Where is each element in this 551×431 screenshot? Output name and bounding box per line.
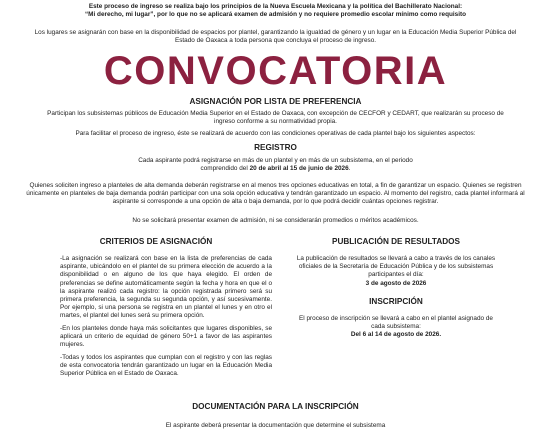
registro-text-2-suffix: . <box>348 165 351 173</box>
criterios-p3: -Todas y todos los aspirantes que cumplan con el registro y con las reglas de esta convocatoria tendrán garantizado un lugar en la Educación Media Superior Pública en el Estado de Oaxaca. <box>60 354 272 378</box>
registro-text-2 <box>60 165 491 173</box>
criterios-p1: -La asignación se realizará con base en la lista de preferencias de cada aspirante, ubicándolo en el plantel de su primera elección de acuerdo a la disponibilidad o en alguno de los que haya elegido. El orden de preferencias se define automáticamente según la fecha y hora en que el o la aspirante realizó cada registro: la opción registrada primero será su primera preferencia, la segunda su segunda opción, y así sucesivamente. Por ejemplo, si una persona se registra en un plantel el lunes y en otro el martes, el plantel del lunes será su primera opción. <box>60 255 272 320</box>
high-demand-text: Quienes soliciten ingreso a planteles de alta demanda deberán registrarse en al menos tres opciones educativas en total, a fin de garantizar un espacio. Quienes se registren únicamente en planteles de baja demanda podrán participar con una sola opción educativa y tendrán garantizado un espacio. Al momento del registro, cada plantel informará al aspirante si corresponde a una opción de alta o baja demanda, por lo que podrá decidir cuántas opciones registrar. <box>26 182 525 206</box>
inscripcion-heading: INSCRIPCIÓN <box>369 297 423 306</box>
publicacion-date: 3 de agosto de 2026 <box>365 280 427 287</box>
publicacion-text: La publicación de resultados se llevará a cabo a través de los canales oficiales de la Secretaría de Educación Pública y de los subsistemas participantes el día: <box>296 255 496 279</box>
documentacion-text: El aspirante deberá presentar la documentación que determine el subsistema <box>165 422 386 429</box>
intro-line-1: Este proceso de ingreso se realiza bajo los principios de la Nueva Escuela Mexicana y la política del Bachillerato Nacional: <box>88 3 463 10</box>
facilitate-text: Para facilitar el proceso de ingreso, éste se realizará de acuerdo con las condiciones operativas de cada plantel bajo los siguientes aspectos: <box>75 130 476 137</box>
inscripcion-date: Del 6 al 14 de agosto de 2026. <box>350 331 442 338</box>
intro-statement <box>22 3 529 19</box>
registro-heading: REGISTRO <box>254 143 297 152</box>
inscripcion-text: El proceso de inscripción se llevará a cabo en el plantel asignado de cada subsistema: <box>299 315 493 331</box>
documentacion-heading: DOCUMENTACIÓN PARA LA INSCRIPCIÓN <box>192 402 359 411</box>
criterios-p2: -En los planteles donde haya más solicitantes que lugares disponibles, se aplicará un criterio de equidad de género 50+1 a favor de las aspirantes mujeres. <box>60 325 272 349</box>
registro-text-2-prefix: comprendido del <box>200 165 250 173</box>
places-note: Los lugares se asignarán con base en la disponibilidad de espacios por plantel, garantizando la igualdad de género y un lugar en la Educación Media Superior Pública del Estado de Oaxaca a toda persona que concluya el proceso de ingreso. <box>34 29 517 45</box>
subtitle: ASIGNACIÓN POR LISTA DE PREFERENCIA <box>189 97 362 106</box>
registro-text-1: Cada aspirante podrá registrarse en más de un plantel y en más de un subsistema, en el periodo <box>138 157 413 164</box>
criterios-heading: CRITERIOS DE ASIGNACIÓN <box>99 237 213 246</box>
page-title: CONVOCATORIA <box>103 49 448 93</box>
intro-line-2: “Mi derecho, mi lugar”, por lo que no se aplicará examen de admisión y no requiere promedio escolar mínimo como requisito <box>84 11 467 19</box>
no-exam-text: No se solicitará presentar examen de admisión, ni se considerarán promedios o méritos académicos. <box>132 217 419 224</box>
participation-text: Participan los subsistemas públicos de Educación Media Superior en el Estado de Oaxaca, con excepción de CECFOR y CEDART, que realizarán su proceso de ingreso conforme a su normatividad propia. <box>47 110 504 126</box>
registro-period <box>60 157 491 173</box>
publicacion-heading: PUBLICACIÓN DE RESULTADOS <box>332 237 460 246</box>
registro-dates: 20 de abril al 15 de junio de 2026 <box>249 165 349 173</box>
